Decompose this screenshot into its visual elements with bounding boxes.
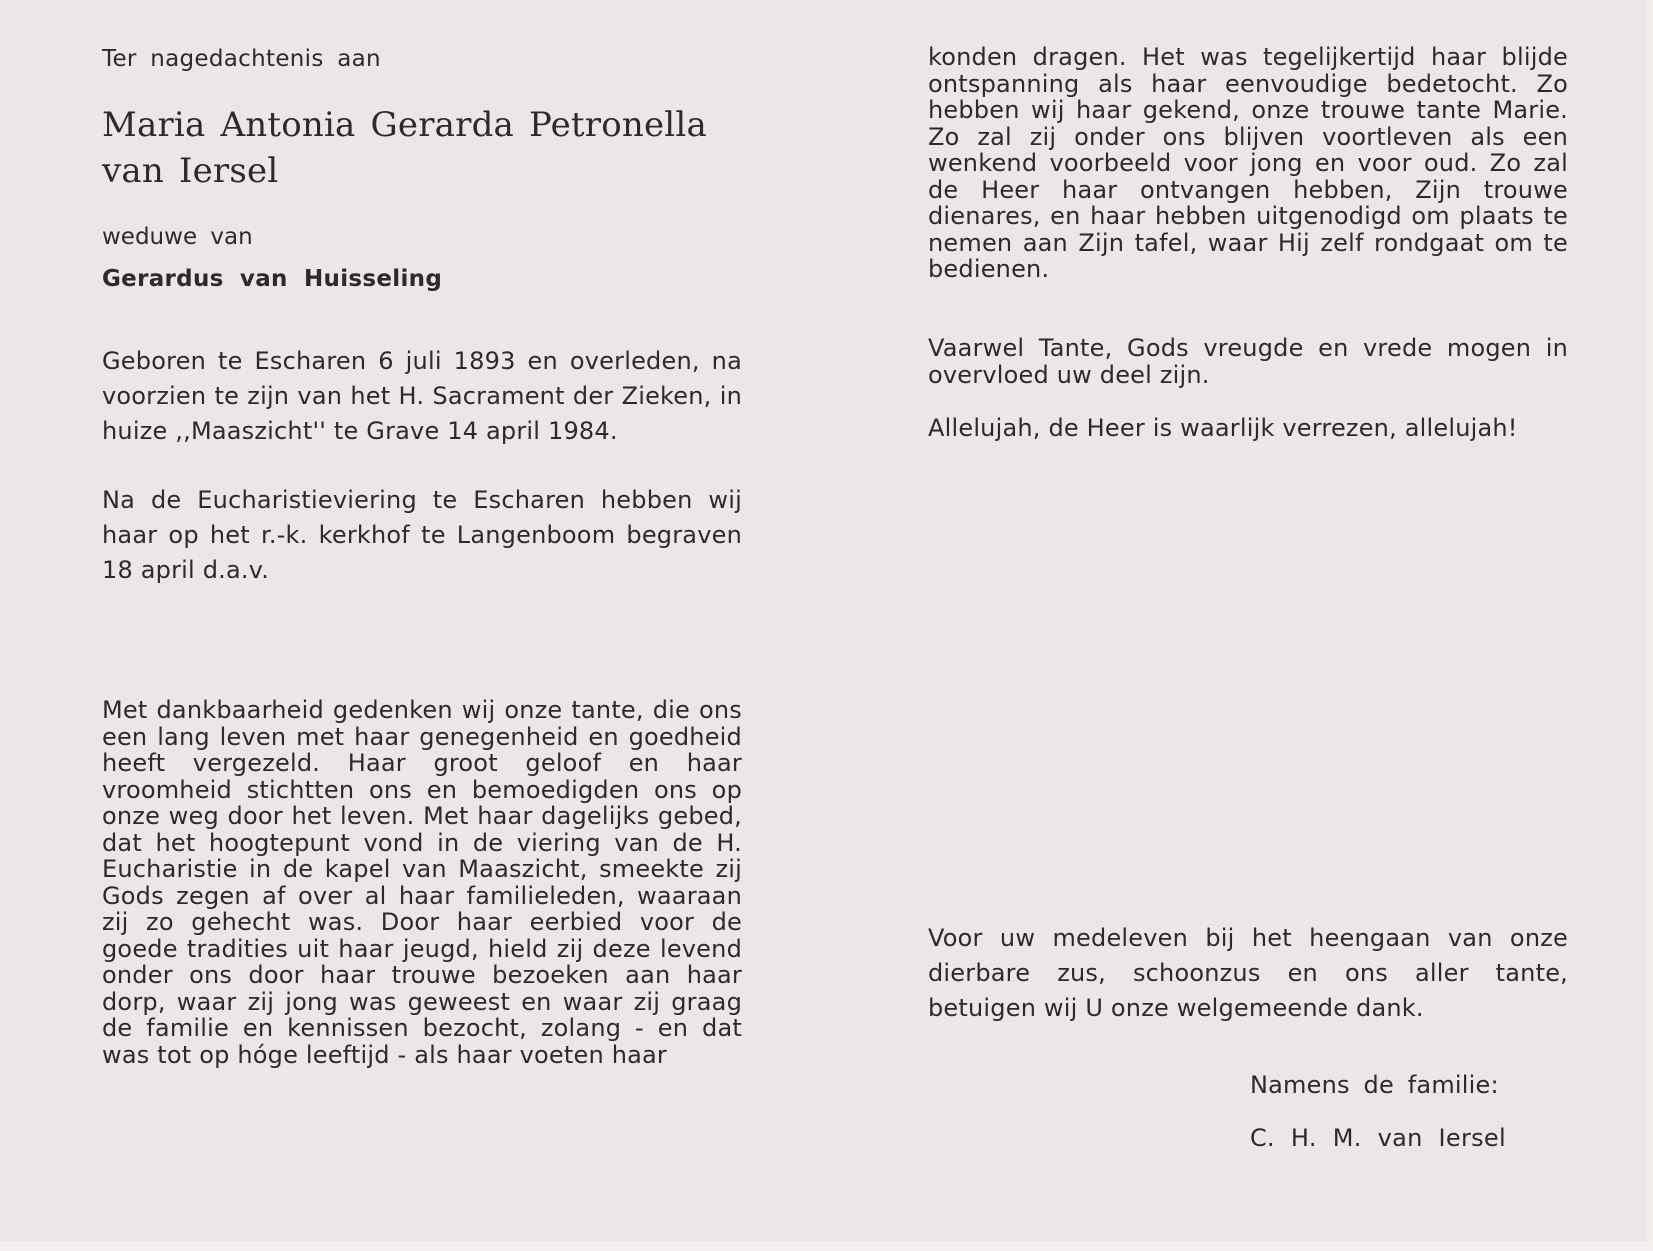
birth-death-paragraph: Geboren te Escharen 6 juli 1893 en overleden, na voorzien te zijn van het H. Sacrament der Zieken, in huize ,,Maaszicht'' te Grave 14 april 1984. [102, 347, 742, 445]
card-edge-bottom [0, 1241, 1653, 1251]
card-edge-right [1641, 0, 1653, 1251]
hallelujah-paragraph: Allelujah, de Heer is waarlijk verrezen, allelujah! [928, 414, 1518, 442]
thanks-paragraph: Voor uw medeleven bij het heengaan van onze dierbare zus, schoonzus en ons aller tante, betuigen wij U onze welgemeende dank. [928, 924, 1568, 1022]
memorial-paragraph: Met dankbaarheid gedenken wij onze tante, die ons een lang leven met haar genegenheid en goedheid heeft vergezeld. Haar groot geloof en haar vroomheid stichtten ons en bemoedigden ons op onze weg door het leven. Met haar dagelijks gebed, dat het hoogtepunt vond in de viering van de H. Eucharistie in de kapel van Maaszicht, smeekte zij Gods zegen af over al haar familieleden, waaraan zij zo gehecht was. Door haar eerbied voor de goede tradities uit haar jeugd, hield zij deze levend onder ons door haar trouwe bezoeken aan haar dorp, waar zij jong was geweest en waar zij graag de familie en kennissen bezocht, zolang - en dat was tot op hóge leeftijd - als haar voeten haar [102, 696, 742, 1069]
signature-label: Namens de familie: [1250, 1071, 1499, 1099]
signature-name: C. H. M. van Iersel [1250, 1124, 1506, 1152]
intro-text: Ter nagedachtenis aan [102, 46, 381, 72]
continuation-paragraph: konden dragen. Het was tegelijkertijd haar blijde ontspanning als haar eenvoudige bedetocht. Zo hebben wij haar gekend, onze trouwe tante Marie. Zo zal zij onder ons blijven voortleven als een wenkend voorbeeld voor jong en voor oud. Zo zal de Heer haar ontvangen hebben, Zijn trouwe dienares, en haar hebben uitgenodigd om plaats te nemen aan Zijn tafel, waar Hij zelf rondgaat om te bedienen. [928, 43, 1568, 283]
deceased-name-line1: Maria Antonia Gerarda Petronella [102, 105, 707, 145]
widow-label: weduwe van [102, 224, 253, 250]
husband-name: Gerardus van Huisseling [102, 266, 443, 292]
farewell-paragraph: Vaarwel Tante, Gods vreugde en vrede mogen in overvloed uw deel zijn. [928, 334, 1568, 389]
burial-paragraph: Na de Eucharistieviering te Escharen hebben wij haar op het r.-k. kerkhof te Langenboom begraven 18 april d.a.v. [102, 486, 742, 584]
deceased-name [102, 102, 707, 194]
deceased-name-line2: van Iersel [102, 151, 279, 191]
